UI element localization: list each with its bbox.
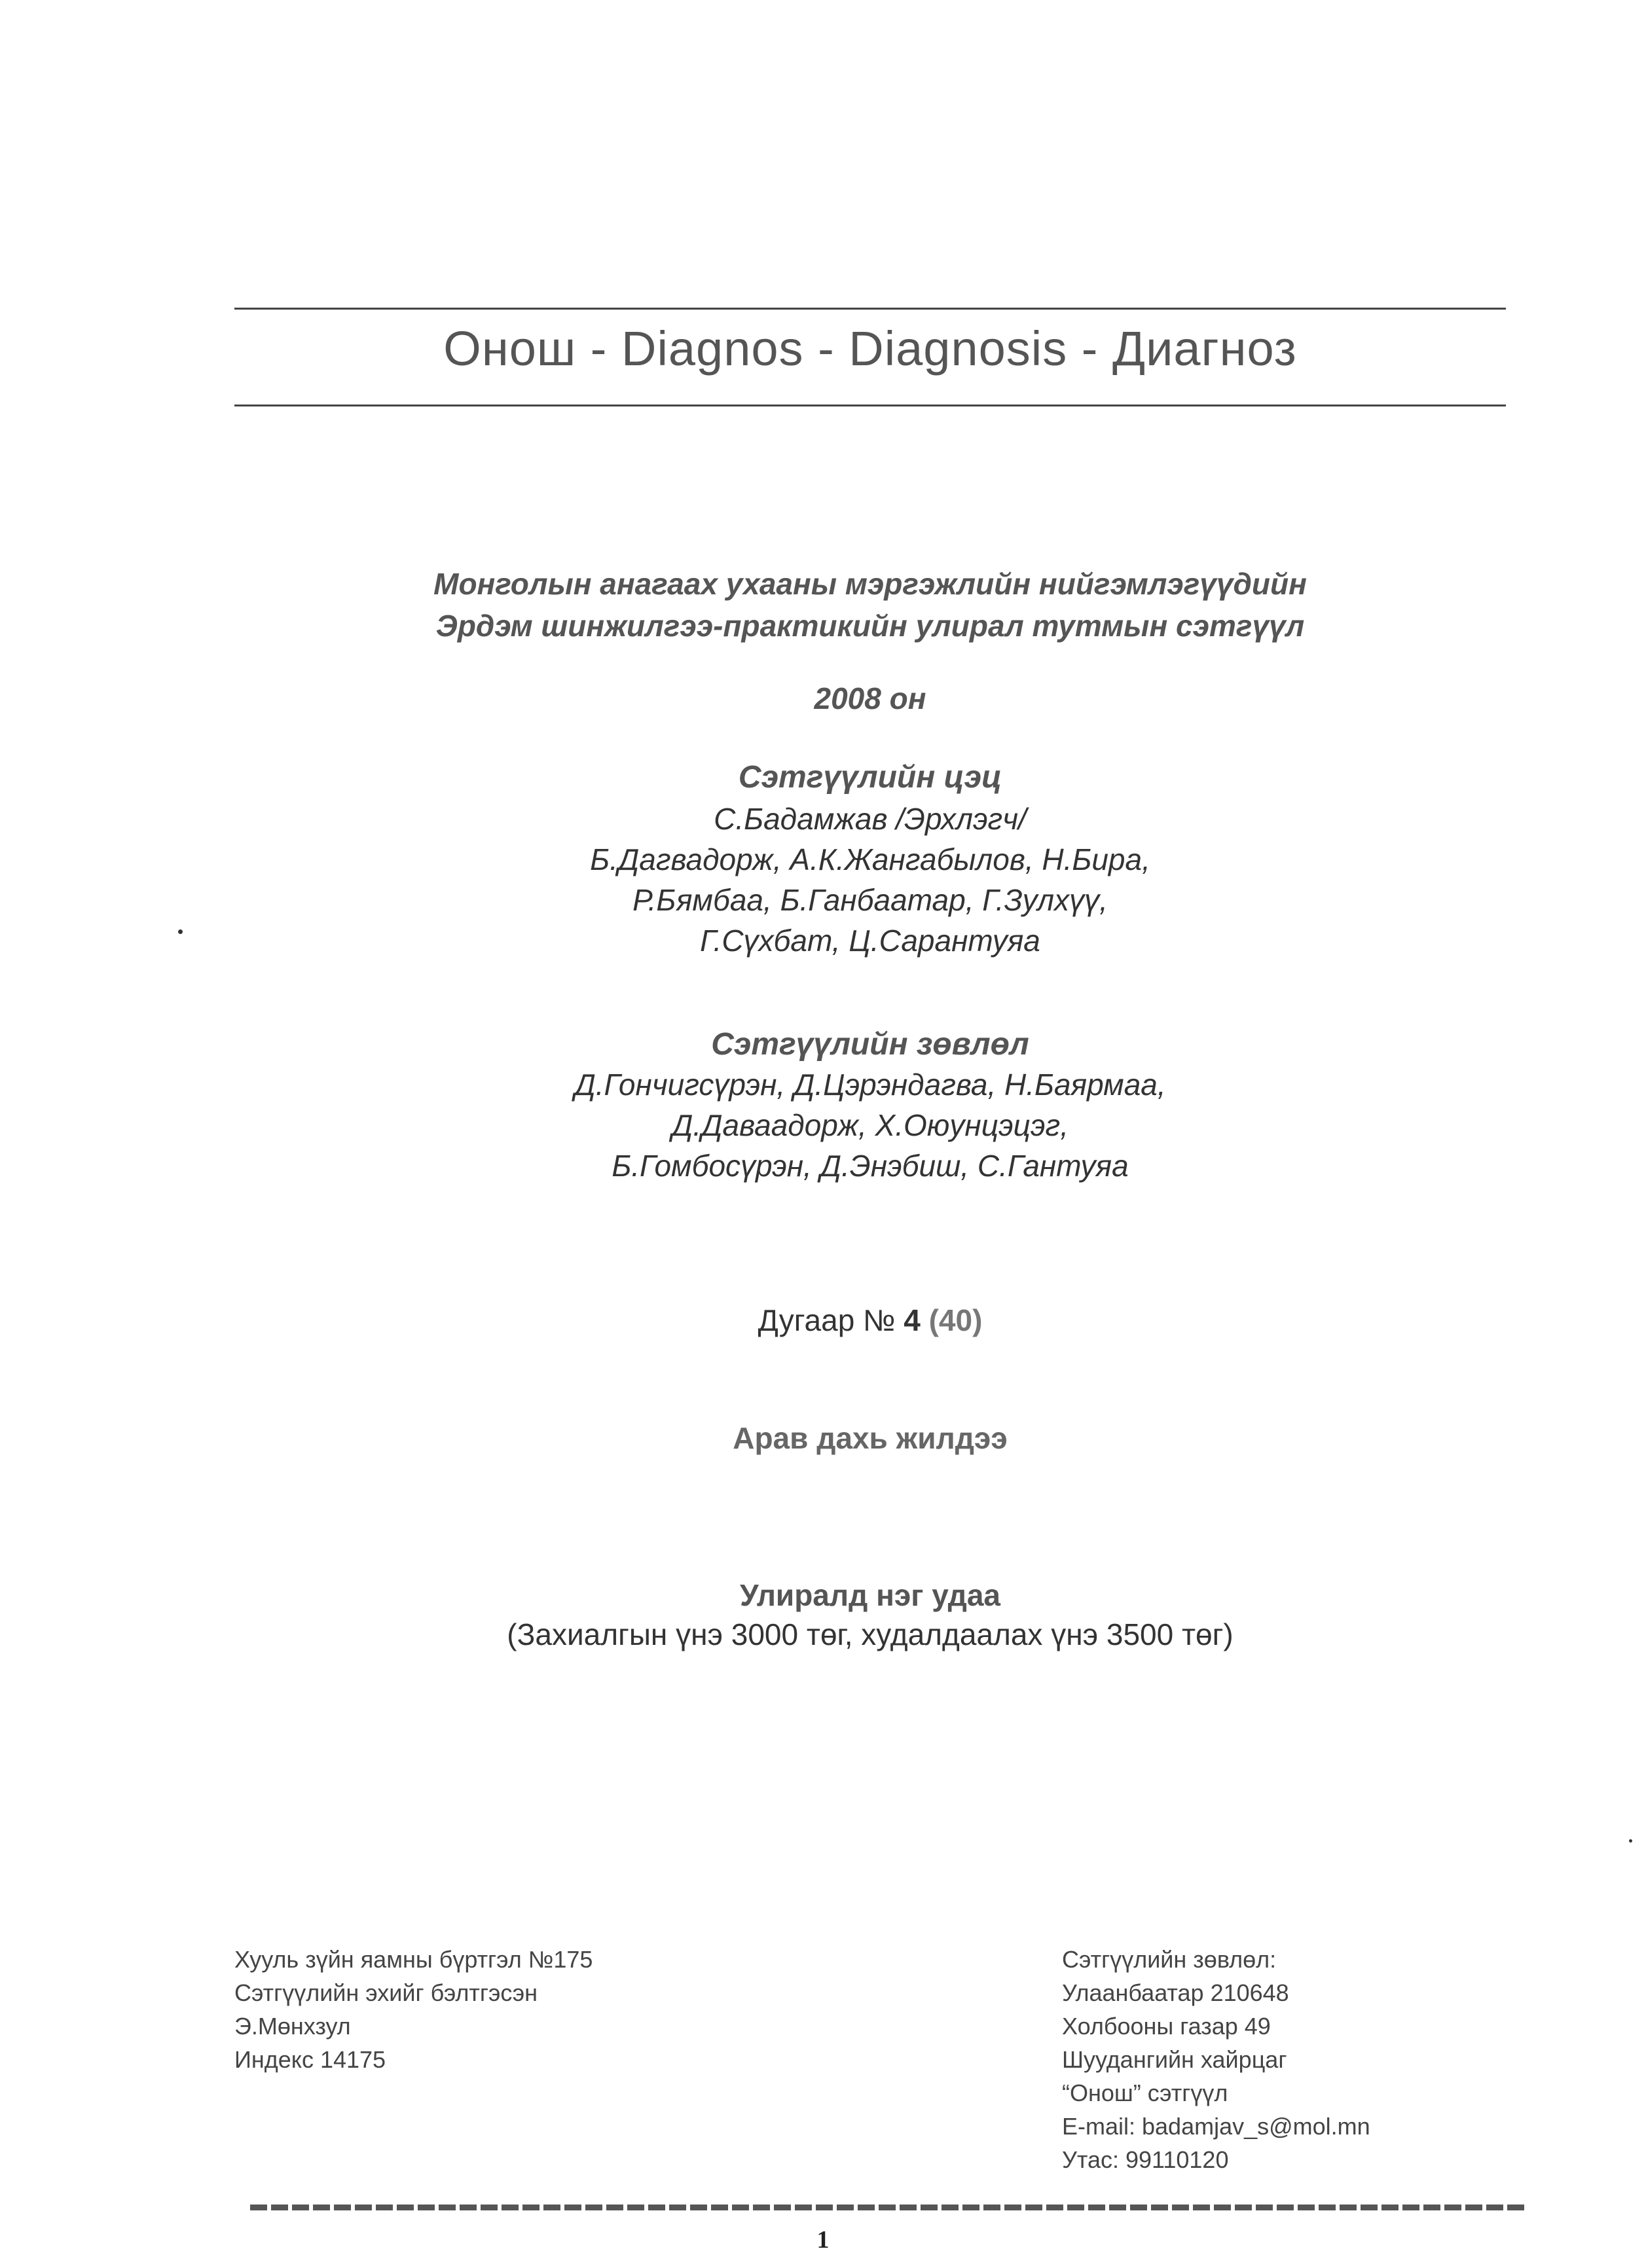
contact-line: Шуудангийн хайрцаг [1062, 2046, 1287, 2073]
board-member-line: Б.Дагвадорж, А.К.Жангабылов, Н.Бира, [590, 842, 1150, 876]
contact-line: Холбооны газар 49 [1062, 2013, 1271, 2040]
contact-phone: Утас: 99110120 [1062, 2146, 1229, 2173]
board-member-line: Г.Сүхбат, Ц.Сарантуяа [700, 924, 1040, 958]
registration-line: Хууль зүйн яамны бүртгэл №175 [234, 1946, 593, 1973]
journal-subtitle [234, 563, 1506, 647]
issue-number [234, 1303, 1506, 1338]
issue-value: 4 [904, 1303, 921, 1337]
subtitle-line: Эрдэм шинжилгээ-практикийн улирал тутмын сэтгүүл [435, 609, 1305, 643]
editorial-council-heading: Сэтгүүлийн зөвлөл [711, 1027, 1029, 1062]
registration-line: Индекс 14175 [234, 2046, 386, 2073]
page-number: 1 [816, 2226, 830, 2254]
subtitle-line: Монголын анагаах ухааны мэргэжлийн нийгэмлэгүүдийн [433, 567, 1307, 601]
registration-line: Э.Мөнхзул [234, 2013, 351, 2040]
council-member-line: Д.Гончигсүрэн, Д.Цэрэндагва, Н.Баярмаа, [574, 1068, 1166, 1102]
registration-info [234, 1943, 593, 2076]
issue-total: (40) [928, 1303, 983, 1337]
contact-line: “Онош” сэтгүүл [1062, 2079, 1228, 2106]
editorial-board-members [234, 799, 1506, 961]
contact-line: Сэтгүүлийн зөвлөл: [1062, 1946, 1277, 1973]
scan-speck [178, 929, 183, 934]
journal-title: Онош - Diagnos - Diagnosis - Диагноз [443, 321, 1297, 376]
editorial-board-heading: Сэтгүүлийн цэц [738, 760, 1002, 795]
footer-dashed-rule [250, 2205, 1526, 2210]
issue-label: Дугаар № [758, 1303, 896, 1337]
publication-frequency: Улиралд нэг удаа [739, 1578, 1001, 1612]
price-info: (Захиалгын үнэ 3000 төг, худалдаалах үнэ 3500 төг) [507, 1617, 1234, 1651]
contact-info [1062, 1943, 1370, 2176]
title-top-rule [234, 308, 1506, 310]
council-member-line: Д.Даваадорж, Х.Оюунцэцэг, [671, 1108, 1069, 1142]
contact-line: Улаанбаатар 210648 [1062, 1979, 1289, 2006]
board-member-line: С.Бадамжав /Эрхлэгч/ [714, 802, 1027, 836]
scan-speck [1629, 1839, 1632, 1843]
registration-line: Сэтгүүлийн эхийг бэлтгэсэн [234, 1979, 538, 2006]
board-member-line: Р.Бямбаа, Б.Ганбаатар, Г.Зулхүү, [632, 883, 1108, 917]
council-member-line: Б.Гомбосүрэн, Д.Энэбиш, С.Гантуяа [612, 1149, 1129, 1183]
contact-email: E-mail: badamjav_s@mol.mn [1062, 2113, 1370, 2140]
publication-year: 2008 он [814, 681, 926, 715]
edition-year: Арав дахь жилдээ [733, 1421, 1008, 1455]
editorial-council-members [234, 1064, 1506, 1186]
title-bottom-rule [234, 405, 1506, 406]
